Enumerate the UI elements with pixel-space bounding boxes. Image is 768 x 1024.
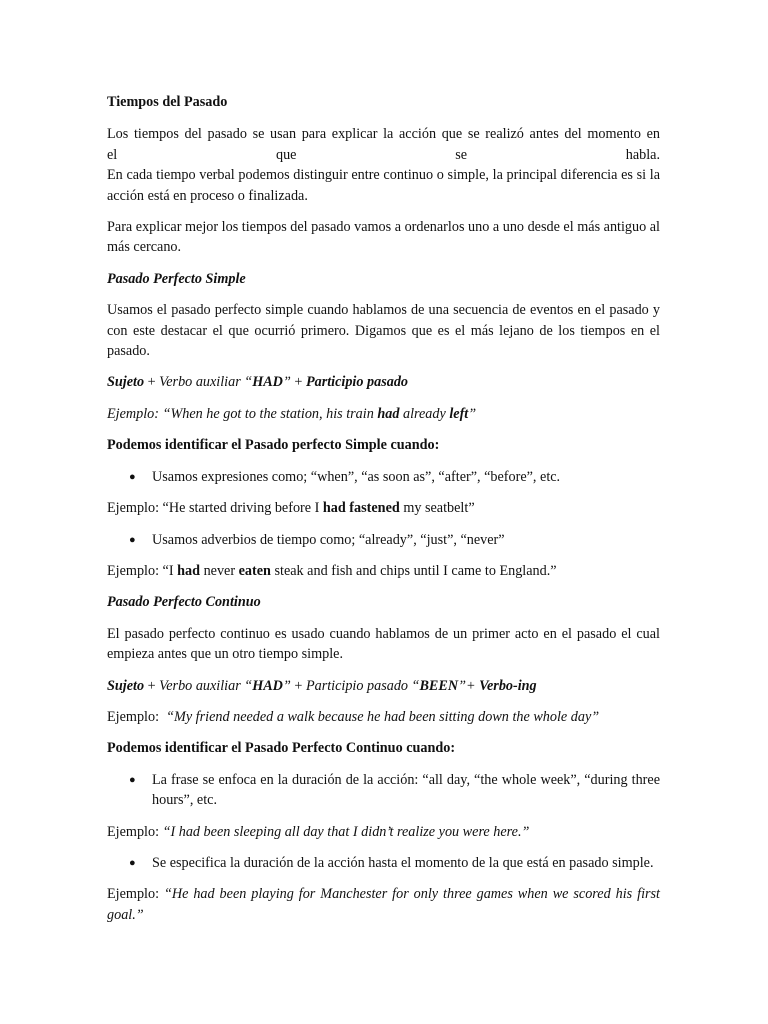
- pps-bullet-list-2: [107, 530, 660, 550]
- list-item: [107, 530, 660, 550]
- formula-participle: Participio pasado “: [305, 677, 420, 694]
- example-text: “He had been playing for Manchester for only three games when we scored his first goal.”: [107, 886, 660, 923]
- example-text: Ejemplo: “I: [107, 562, 178, 579]
- formula-aux: Verbo auxiliar “: [159, 677, 253, 694]
- formula-plus: +: [144, 677, 160, 694]
- list-item: [107, 770, 660, 811]
- formula-plus: +: [144, 374, 160, 391]
- list-item: [107, 467, 660, 487]
- pps-example-1: [107, 404, 660, 424]
- intro-line-3: En cada tiempo verbal podemos distinguir entre continuo o simple, la principal diferencia es si la acción está en proceso o finalizada.: [107, 167, 660, 204]
- formula-been: BEEN: [419, 677, 459, 694]
- list-item: [107, 853, 660, 873]
- document-body: [107, 92, 660, 936]
- ppc-example-3: [107, 884, 660, 925]
- example-bold: had: [177, 562, 201, 579]
- bullet-icon: ●: [129, 470, 136, 483]
- example-text: never: [200, 562, 239, 579]
- example-text: my seatbelt”: [399, 500, 475, 517]
- section-heading-pasado-perfecto-continuo: Pasado Perfecto Continuo: [107, 594, 261, 611]
- formula-had: HAD: [252, 677, 283, 694]
- ppc-example-2: [107, 822, 660, 842]
- example-text: “I had been sleeping all day that I didn’t realize you were here.”: [162, 823, 530, 840]
- list-item-text: Usamos adverbios de tiempo como; “already”, “just”, “never”: [152, 531, 505, 548]
- pps-example-3: [107, 561, 660, 581]
- intro-line-1: Los tiempos del pasado se usan para explicar la acción que se realizó antes del momento en: [107, 126, 660, 143]
- example-text: “My friend needed a walk because he had been sitting down the whole day”: [166, 708, 600, 725]
- example-label: Ejemplo:: [107, 886, 164, 903]
- example-label: Ejemplo:: [107, 708, 167, 725]
- example-text: already: [399, 405, 450, 422]
- pps-identify-heading: Podemos identificar el Pasado perfecto Simple cuando:: [107, 437, 440, 454]
- bullet-icon: ●: [129, 773, 136, 786]
- pps-bullet-list-1: [107, 467, 660, 487]
- ppc-example-1: [107, 707, 660, 727]
- intro-paragraph-2: Para explicar mejor los tiempos del pasado vamos a ordenarlos uno a uno desde el más antiguo al más cercano.: [107, 219, 660, 256]
- ppc-identify-heading: Podemos identificar el Pasado Perfecto Continuo cuando:: [107, 740, 456, 757]
- bullet-icon: ●: [129, 856, 136, 869]
- example-label: Ejemplo:: [107, 823, 163, 840]
- list-item-text: Usamos expresiones como; “when”, “as soon as”, “after”, “before”, etc.: [152, 468, 561, 485]
- intro-word: habla.: [625, 146, 661, 163]
- example-bold: had: [377, 405, 400, 422]
- formula-been-close: ”+: [458, 677, 480, 694]
- intro-paragraph: [107, 124, 660, 206]
- formula-aux: Verbo auxiliar “: [159, 374, 253, 391]
- example-bold: had fastened: [322, 500, 400, 517]
- formula-participle: Participio pasado: [305, 374, 409, 391]
- formula-aux-close: ”: [282, 374, 291, 391]
- formula-plus: +: [290, 374, 306, 391]
- example-label: Ejemplo:: [107, 405, 163, 422]
- pps-formula: [107, 372, 660, 392]
- intro-word: que: [275, 146, 297, 163]
- section-heading-pasado-perfecto-simple: Pasado Perfecto Simple: [107, 270, 246, 287]
- page-title: Tiempos del Pasado: [107, 94, 228, 110]
- formula-aux-close: ”: [282, 677, 291, 694]
- formula-subject: Sujeto: [107, 374, 145, 391]
- formula-verb-ing: Verbo-ing: [479, 677, 537, 694]
- intro-line-2: [107, 145, 660, 165]
- formula-subject: Sujeto: [107, 677, 145, 694]
- ppc-bullet-list-1: [107, 770, 660, 811]
- ppc-formula: [107, 676, 660, 696]
- ppc-description: El pasado perfecto continuo es usado cuando hablamos de un primer acto en el pasado el cual empieza antes que un otro tiempo simple.: [107, 625, 660, 663]
- pps-example-2: [107, 498, 660, 518]
- example-text: Ejemplo: “He started driving before I: [107, 500, 323, 517]
- intro-word: se: [455, 146, 468, 163]
- intro-word: el: [107, 146, 118, 163]
- example-text: ”: [468, 405, 477, 422]
- formula-had: HAD: [252, 374, 283, 391]
- example-text: steak and fish and chips until I came to England.”: [270, 562, 557, 579]
- list-item-text: La frase se enfoca en la duración de la acción: “all day, “the whole week”, “during three hours”, etc.: [152, 771, 660, 809]
- example-bold: eaten: [238, 562, 271, 579]
- pps-description: Usamos el pasado perfecto simple cuando hablamos de una secuencia de eventos en el pasado y con este destacar el que ocurrió primero. Digamos que es el más lejano de los tiempos en el pasado.: [107, 302, 660, 360]
- formula-plus: +: [290, 677, 306, 694]
- bullet-icon: ●: [129, 533, 136, 546]
- list-item-text: Se especifica la duración de la acción hasta el momento de la que está en pasado simple.: [152, 854, 654, 871]
- ppc-bullet-list-2: [107, 853, 660, 873]
- example-text: “When he got to the station, his train: [162, 405, 378, 422]
- example-bold: left: [449, 405, 469, 422]
